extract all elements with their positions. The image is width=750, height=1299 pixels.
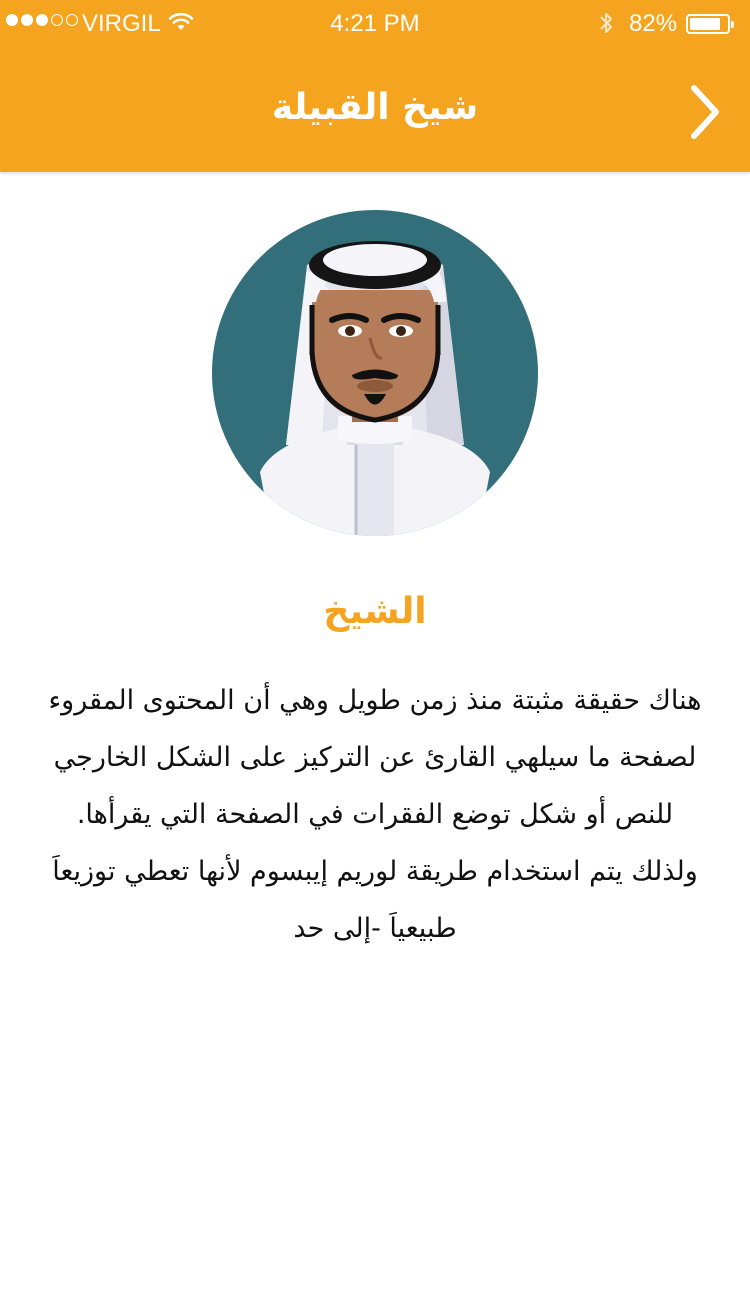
sheikh-avatar: [212, 210, 538, 536]
clock: 4:21 PM: [330, 10, 420, 37]
page-title: شيخ القبيلة: [271, 87, 479, 128]
chevron-right-icon: [676, 78, 736, 146]
battery-icon: [686, 14, 730, 34]
status-bar: [0, 0, 750, 48]
back-button[interactable]: [676, 78, 736, 146]
battery-percent: 82%: [629, 10, 678, 37]
carrier-name: VIRGIL: [82, 10, 161, 37]
battery-fill: [690, 18, 720, 30]
profile-name: الشيخ: [323, 591, 427, 632]
top-bar: [0, 0, 750, 172]
bluetooth-icon: [598, 10, 614, 36]
battery-nub: [731, 21, 734, 28]
profile-description: هناك حقيقة مثبتة منذ زمن طويل وهي أن المحتوى المقروء لصفحة ما سيلهي القارئ عن التركيز على الشكل الخارجي للنص أو شكل توضع الفقرات في الصفحة التي يقرأها. ولذلك يتم استخدام طريقة لوريم إيبسوم لأنها تعطي توزيعاَ طبيعياَ -إلى حد: [48, 685, 702, 944]
